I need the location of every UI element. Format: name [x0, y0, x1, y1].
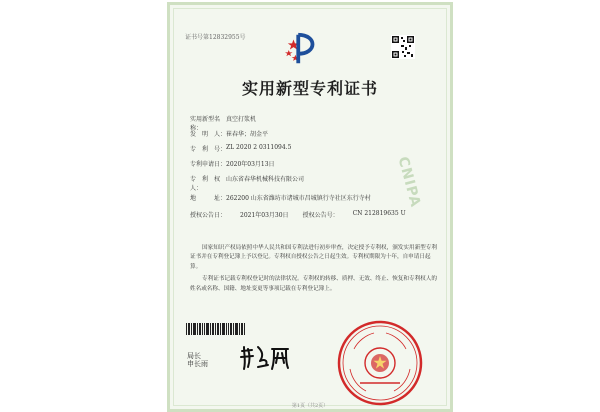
field-label: 实用新型名称：: [190, 116, 221, 132]
field-label: 专 利 号：: [190, 146, 227, 153]
field-value: 真空打浆机: [226, 116, 257, 123]
field-label: 专 利 权 人：: [190, 176, 227, 192]
field-value: 山东省春华机械科技有限公司: [226, 176, 305, 183]
publication-number-value: CN 212819635 U: [352, 210, 406, 217]
certificate-body: [190, 244, 440, 294]
certificate-number: 证书号第12832955号: [185, 34, 246, 41]
official-seal: [336, 319, 424, 407]
publication-date-value: 2021年03月30日: [240, 212, 289, 219]
patent-certificate: [167, 2, 453, 412]
page-footer: 第1页（共2页）: [291, 403, 329, 409]
field-value: 262200 山东省潍坊市诸城市昌城镇行寺社区东行寺村: [226, 195, 371, 202]
field-label: 专利申请日：: [190, 161, 227, 168]
field-row: [190, 159, 440, 168]
field-row: [190, 129, 440, 138]
director-title: 局长: [187, 352, 201, 360]
field-value: 崔春华；胡金平: [226, 131, 269, 138]
body-paragraph-2: 专利证书记载专利权登记时的法律状况。专利权的转移、质押、无效、终止、恢复和专利权人的姓名或名称、国籍、地址变更等事项记载在专利登记簿上。: [190, 276, 437, 292]
barcode: [186, 323, 246, 335]
qr-code: [391, 35, 415, 59]
field-label: 地 址：: [190, 195, 227, 202]
publication-number-label: 授权公告号：: [302, 212, 339, 219]
publication-row: [190, 210, 440, 219]
field-row: [190, 144, 440, 153]
field-row: [190, 193, 440, 202]
cnipa-logo-icon: [284, 31, 322, 69]
field-label: 发 明 人：: [190, 131, 227, 138]
cnipa-watermark: CNIPA: [394, 155, 424, 210]
certificate-title: 实用新型专利证书: [241, 79, 378, 98]
publication-date-label: 授权公告日：: [190, 212, 227, 219]
body-paragraph-1: 国家知识产权局依照中华人民共和国专利法进行初步审查，决定授予专利权，颁发实用新型专利证书并在专利登记簿上予以登记。专利权自授权公告之日起生效。专利权期限为十年，自申请日起算。: [190, 245, 437, 270]
handwritten-signature: [238, 341, 292, 373]
field-row: [190, 174, 440, 192]
director-name: 申长雨: [187, 360, 208, 368]
field-value: ZL 2020 2 0311094.5: [226, 144, 292, 151]
field-value: 2020年03月13日: [226, 161, 275, 168]
